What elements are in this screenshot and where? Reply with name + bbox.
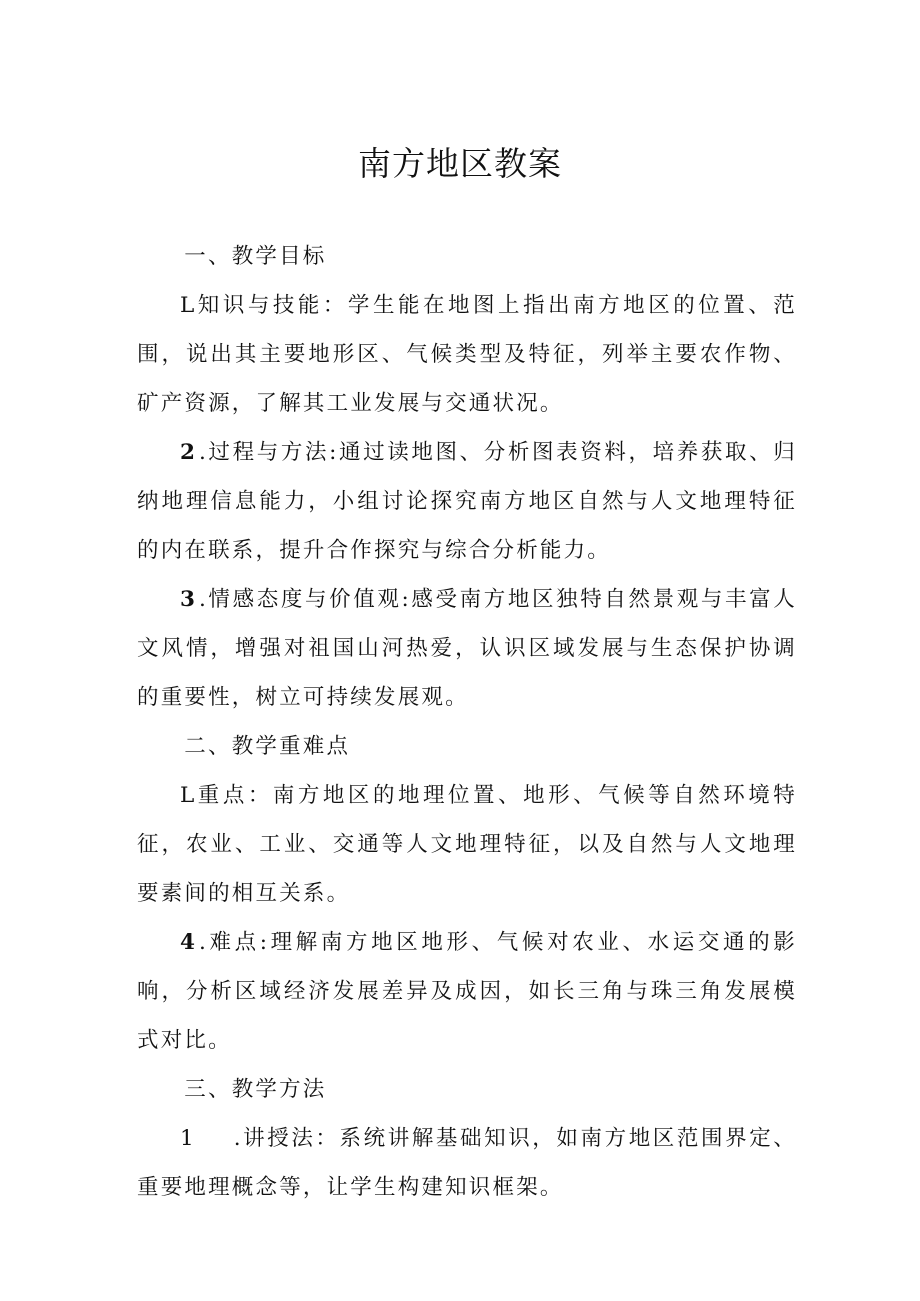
item-number: 2: [180, 440, 199, 465]
paragraph-text: .讲授法：系统讲解基础知识，如南方地区范围界定、重要地理概念等，让学生构建知识框架。: [137, 1126, 797, 1200]
item-number: 1: [180, 1126, 234, 1151]
paragraph-lecture-method: [137, 1114, 797, 1212]
item-number: 3: [180, 587, 199, 612]
section-heading-key-difficult-points: 二、教学重难点: [184, 734, 351, 759]
paragraph-text: .情感态度与价值观:感受南方地区独特自然景观与丰富人文风情，增强对祖国山河热爱，认识区域发展与生态保护协调的重要性，树立可持续发展观。: [137, 587, 797, 710]
paragraph-knowledge-skills: L知识与技能：学生能在地图上指出南方地区的位置、范围，说出其主要地形区、气候类型及特征，列举主要农作物、矿产资源，了解其工业发展与交通状况。: [137, 293, 797, 416]
paragraph-text: .过程与方法:通过读地图、分析图表资料，培养获取、归纳地理信息能力，小组讨论探究南方地区自然与人文地理特征的内在联系，提升合作探究与综合分析能力。: [137, 440, 797, 563]
section-heading-teaching-methods: 三、教学方法: [184, 1077, 327, 1102]
paragraph-text: .难点:理解南方地区地形、气候对农业、水运交通的影响，分析区域经济发展差异及成因，如长三角与珠三角发展模式对比。: [137, 930, 797, 1053]
item-number: 4: [180, 930, 199, 955]
paragraph-difficult-points: [137, 918, 797, 1065]
paragraph-process-methods: [137, 428, 797, 575]
paragraph-emotion-values: [137, 575, 797, 722]
paragraph-key-points: L重点：南方地区的地理位置、地形、气候等自然环境特征，农业、工业、交通等人文地理特征，以及自然与人文地理要素间的相互关系。: [137, 783, 797, 906]
document-title: 南方地区教案: [358, 144, 562, 183]
document-body: [137, 232, 797, 1212]
section-heading-teaching-objectives: 一、教学目标: [184, 244, 327, 269]
